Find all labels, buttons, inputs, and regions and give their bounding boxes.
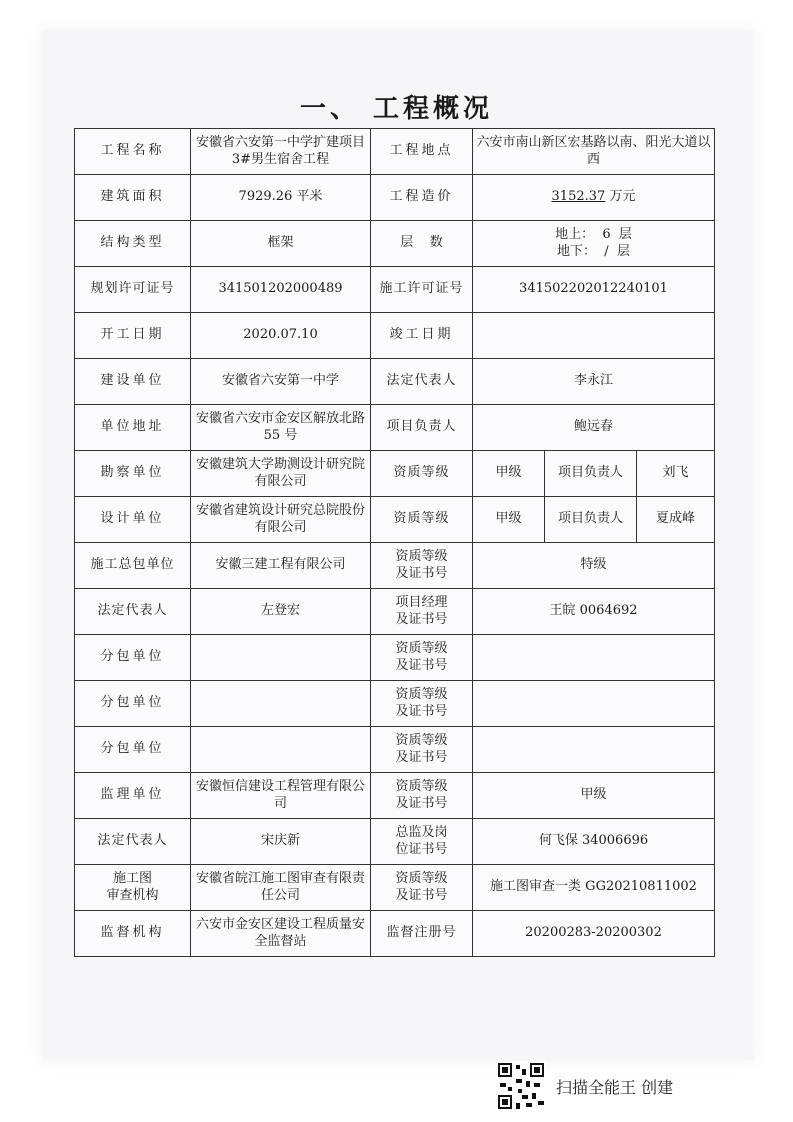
label-subcontractor-2: 分包单位 [75, 681, 191, 727]
value-completion-date [473, 313, 715, 359]
table-row [75, 451, 715, 497]
label-general-contractor: 施工总包单位 [75, 543, 191, 589]
label-line: 资质等级 [395, 871, 448, 887]
table-row [75, 589, 715, 635]
value-drawing-review-agency: 安徽省皖江施工图审查有限责任公司 [191, 865, 371, 911]
value-start-date: 2020.07.10 [191, 313, 371, 359]
label-line: 资质等级 [395, 733, 448, 749]
floors-below: 地下： / 层 [557, 243, 630, 259]
label-contractor-legal-rep: 法定代表人 [75, 589, 191, 635]
label-line: 及证书号 [395, 657, 448, 673]
value-construction-permit: 341502202012240101 [473, 267, 715, 313]
qr-code-icon [496, 1061, 546, 1111]
label-planning-permit: 规划许可证号 [75, 267, 191, 313]
value-sub3-qualification [473, 727, 715, 773]
label-subcontractor-3: 分包单位 [75, 727, 191, 773]
label-line: 及证书号 [395, 795, 448, 811]
value-subcontractor-2 [191, 681, 371, 727]
label-line: 审查机构 [106, 887, 159, 903]
value-survey-grade: 甲级 [473, 451, 545, 497]
value-survey-unit: 安徽建筑大学勘测设计研究院有限公司 [191, 451, 371, 497]
label-supervision-reg-no: 监督注册号 [371, 911, 473, 957]
table-row [75, 819, 715, 865]
table-row [75, 635, 715, 681]
table-row [75, 773, 715, 819]
label-structure-type: 结构类型 [75, 221, 191, 267]
label-sub1-qualification [371, 635, 473, 681]
table-row [75, 175, 715, 221]
value-owner-unit: 安徽省六安第一中学 [191, 359, 371, 405]
value-building-area: 7929.26 平米 [191, 175, 371, 221]
label-sub3-qualification [371, 727, 473, 773]
value-sub2-qualification [473, 681, 715, 727]
value-supervisory-agency: 六安市金安区建设工程质量安全监督站 [191, 911, 371, 957]
value-review-qualification: 施工图审查一类 GG20210811002 [473, 865, 715, 911]
label-line: 资质等级 [395, 687, 448, 703]
label-survey-leader: 项目负责人 [545, 451, 637, 497]
label-unit-address: 单位地址 [75, 405, 191, 451]
value-planning-permit: 341501202000489 [191, 267, 371, 313]
value-sub1-qualification [473, 635, 715, 681]
value-design-unit: 安徽省建筑设计研究总院股份有限公司 [191, 497, 371, 543]
value-project-cost [473, 175, 715, 221]
value-contractor-qualification: 特级 [473, 543, 715, 589]
label-survey-unit: 勘察单位 [75, 451, 191, 497]
value-legal-rep: 李永江 [473, 359, 715, 405]
value-subcontractor-1 [191, 635, 371, 681]
value-design-grade: 甲级 [473, 497, 545, 543]
value-supervision-qualification: 甲级 [473, 773, 715, 819]
label-project-name: 工程名称 [75, 129, 191, 175]
table-row [75, 911, 715, 957]
label-line: 总监及岗 [395, 825, 448, 841]
page-title: 一、 工程概况 [299, 94, 494, 124]
table-row [75, 497, 715, 543]
value-supervision-legal-rep: 宋庆新 [191, 819, 371, 865]
value-project-location: 六安市南山新区宏基路以南、阳光大道以西 [473, 129, 715, 175]
value-project-leader: 鲍远春 [473, 405, 715, 451]
label-contractor-qualification [371, 543, 473, 589]
table-row [75, 543, 715, 589]
label-design-leader: 项目负责人 [545, 497, 637, 543]
table-row [75, 865, 715, 911]
label-supervisory-agency: 监督机构 [75, 911, 191, 957]
label-line: 项目经理 [395, 595, 448, 611]
label-legal-rep: 法定代表人 [371, 359, 473, 405]
label-project-cost: 工程造价 [371, 175, 473, 221]
label-line: 及证书号 [395, 749, 448, 765]
label-construction-permit: 施工许可证号 [371, 267, 473, 313]
label-subcontractor-1: 分包单位 [75, 635, 191, 681]
scanner-watermark [496, 1060, 673, 1112]
label-project-location: 工程地点 [371, 129, 473, 175]
project-overview-table [74, 128, 715, 957]
label-sub2-qualification [371, 681, 473, 727]
label-floors: 层 数 [371, 221, 473, 267]
label-survey-qualification: 资质等级 [371, 451, 473, 497]
table-row [75, 267, 715, 313]
label-line: 资质等级 [395, 549, 448, 565]
label-review-qualification [371, 865, 473, 911]
value-unit-address: 安徽省六安市金安区解放北路 55 号 [191, 405, 371, 451]
label-project-leader: 项目负责人 [371, 405, 473, 451]
label-completion-date: 竣工日期 [371, 313, 473, 359]
label-line: 及证书号 [395, 611, 448, 627]
value-project-manager: 王皖 0064692 [473, 589, 715, 635]
label-line: 及证书号 [395, 703, 448, 719]
value-general-contractor: 安徽三建工程有限公司 [191, 543, 371, 589]
scanner-brand-text: 扫描全能王 创建 [556, 1077, 674, 1097]
table-row [75, 129, 715, 175]
label-line: 施工图 [112, 871, 152, 887]
table-row [75, 313, 715, 359]
label-start-date: 开工日期 [75, 313, 191, 359]
label-line: 资质等级 [395, 779, 448, 795]
value-structure-type: 框架 [191, 221, 371, 267]
value-supervision-unit: 安徽恒信建设工程管理有限公司 [191, 773, 371, 819]
cost-unit: 万元 [609, 189, 636, 205]
value-chief-supervisor: 何飞保 34006696 [473, 819, 715, 865]
label-design-qualification: 资质等级 [371, 497, 473, 543]
label-building-area: 建筑面积 [75, 175, 191, 221]
table-row [75, 405, 715, 451]
value-design-leader: 夏成峰 [637, 497, 715, 543]
table-row [75, 359, 715, 405]
label-owner-unit: 建设单位 [75, 359, 191, 405]
label-line: 及证书号 [395, 887, 448, 903]
label-line: 位证书号 [395, 841, 448, 857]
label-line: 及证书号 [395, 565, 448, 581]
value-supervision-reg-no: 20200283-20200302 [473, 911, 715, 957]
cost-amount: 3152.37 [551, 189, 606, 205]
value-project-name: 安徽省六安第一中学扩建项目3#男生宿舍工程 [191, 129, 371, 175]
value-contractor-legal-rep: 左登宏 [191, 589, 371, 635]
label-chief-supervisor [371, 819, 473, 865]
label-supervision-qualification [371, 773, 473, 819]
label-line: 资质等级 [395, 641, 448, 657]
table-row [75, 727, 715, 773]
table-row [75, 681, 715, 727]
label-drawing-review-agency [75, 865, 191, 911]
value-survey-leader: 刘飞 [637, 451, 715, 497]
floors-above: 地上： 6 层 [555, 227, 632, 243]
label-project-manager [371, 589, 473, 635]
table-row [75, 221, 715, 267]
value-subcontractor-3 [191, 727, 371, 773]
label-design-unit: 设计单位 [75, 497, 191, 543]
value-floors [473, 221, 715, 267]
label-supervision-unit: 监理单位 [75, 773, 191, 819]
label-supervision-legal-rep: 法定代表人 [75, 819, 191, 865]
